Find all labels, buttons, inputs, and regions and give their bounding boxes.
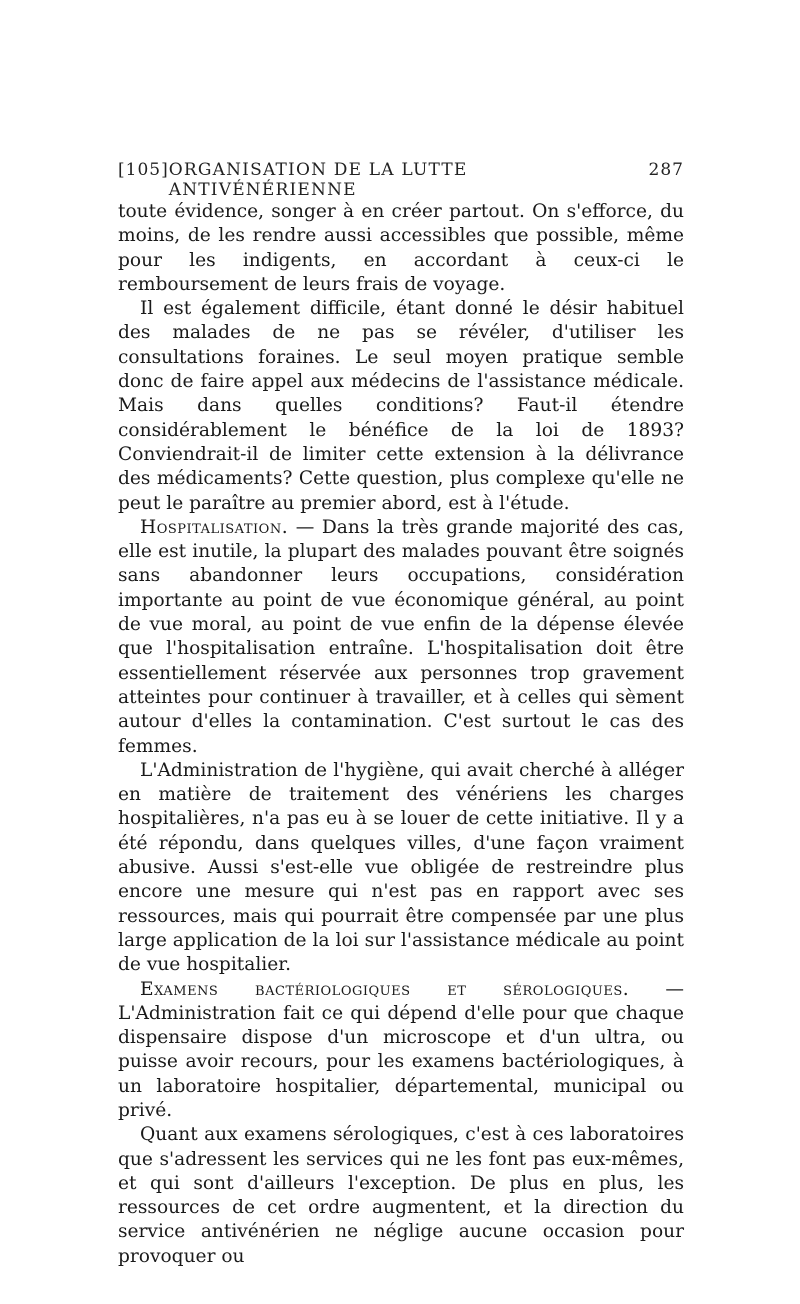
section-heading: Hospitalisation. xyxy=(140,516,289,538)
paragraph-administration: L'Administration de l'hygiène, qui avait cherché à alléger en matière de traitement des vénériens les charges hospitalières, n'a pas eu à se louer de cette initiative. Il y a été répondu, dans quelques villes, d'une façon vraiment abusive. Aussi s'est-elle vue obligée de restreindre plus encore une mesure qui n'est pas en rapport avec ses ressources, mais qui pourrait être compensée par une plus large application de la loi sur l'assistance médicale au point de vue hospitalier. xyxy=(118,759,684,976)
running-title: ORGANISATION DE LA LUTTE ANTIVÉNÉRIENNE xyxy=(168,160,468,200)
running-header xyxy=(118,160,684,200)
paragraph-hospitalisation: Hospitalisation. — Dans la très grande majorité des cas, elle est inutile, la plupart des malades pouvant être soignés sans abandonner leurs occupations, considération importante au point de vue économique général, au point de vue moral, au point de vue enfin de la dépense élevée que l'hospitalisation entraîne. L'hospitalisation doit être essentiellement réservée aux personnes trop gravement atteintes pour continuer à travailler, et à celles qui sèment autour d'elles la contamination. C'est surtout le cas des femmes. xyxy=(118,516,684,757)
body-text xyxy=(118,200,684,1269)
paragraph-consultations: Il est également difficile, étant donné le désir habituel des malades de ne pas se révéler, d'utiliser les consultations foraines. Le seul moyen pratique semble donc de faire appel aux médecins de l'assistance médicale. Mais dans quelles conditions? Faut-il étendre considérablement le bénéfice de la loi de 1893? Conviendrait-il de limiter cette extension à la délivrance des médicaments? Cette question, plus complexe qu'elle ne peut le paraître au premier abord, est à l'étude. xyxy=(118,298,684,514)
section-heading: Examens bactériologiques et sérologiques. xyxy=(140,978,630,1000)
paragraph-examens: Examens bactériologiques et sérologiques. — L'Administration fait ce qui dépend d'elle pour que chaque dispensaire dispose d'un microscope et d'un ultra, ou puisse avoir recours, pour les examens bactériologiques, à un laboratoire hospitalier, départemental, municipal ou privé. xyxy=(118,978,685,1121)
section-number: [105] xyxy=(118,160,169,180)
page-number: 287 xyxy=(648,160,684,180)
paragraph-continuation: toute évidence, songer à en créer partout. On s'efforce, du moins, de les rendre aussi accessibles que possible, même pour les indigents, en accordant à ceux-ci le remboursement de leurs frais de voyage. xyxy=(118,201,684,295)
paragraph-serologiques: Quant aux examens sérologiques, c'est à ces laboratoires que s'adressent les services qui ne les font pas eux-mêmes, et qui sont d'ailleurs l'exception. De plus en plus, les ressources de cet ordre augmentent, et la direction du service antivénérien ne néglige aucune occasion pour provoquer ou xyxy=(118,1124,684,1267)
